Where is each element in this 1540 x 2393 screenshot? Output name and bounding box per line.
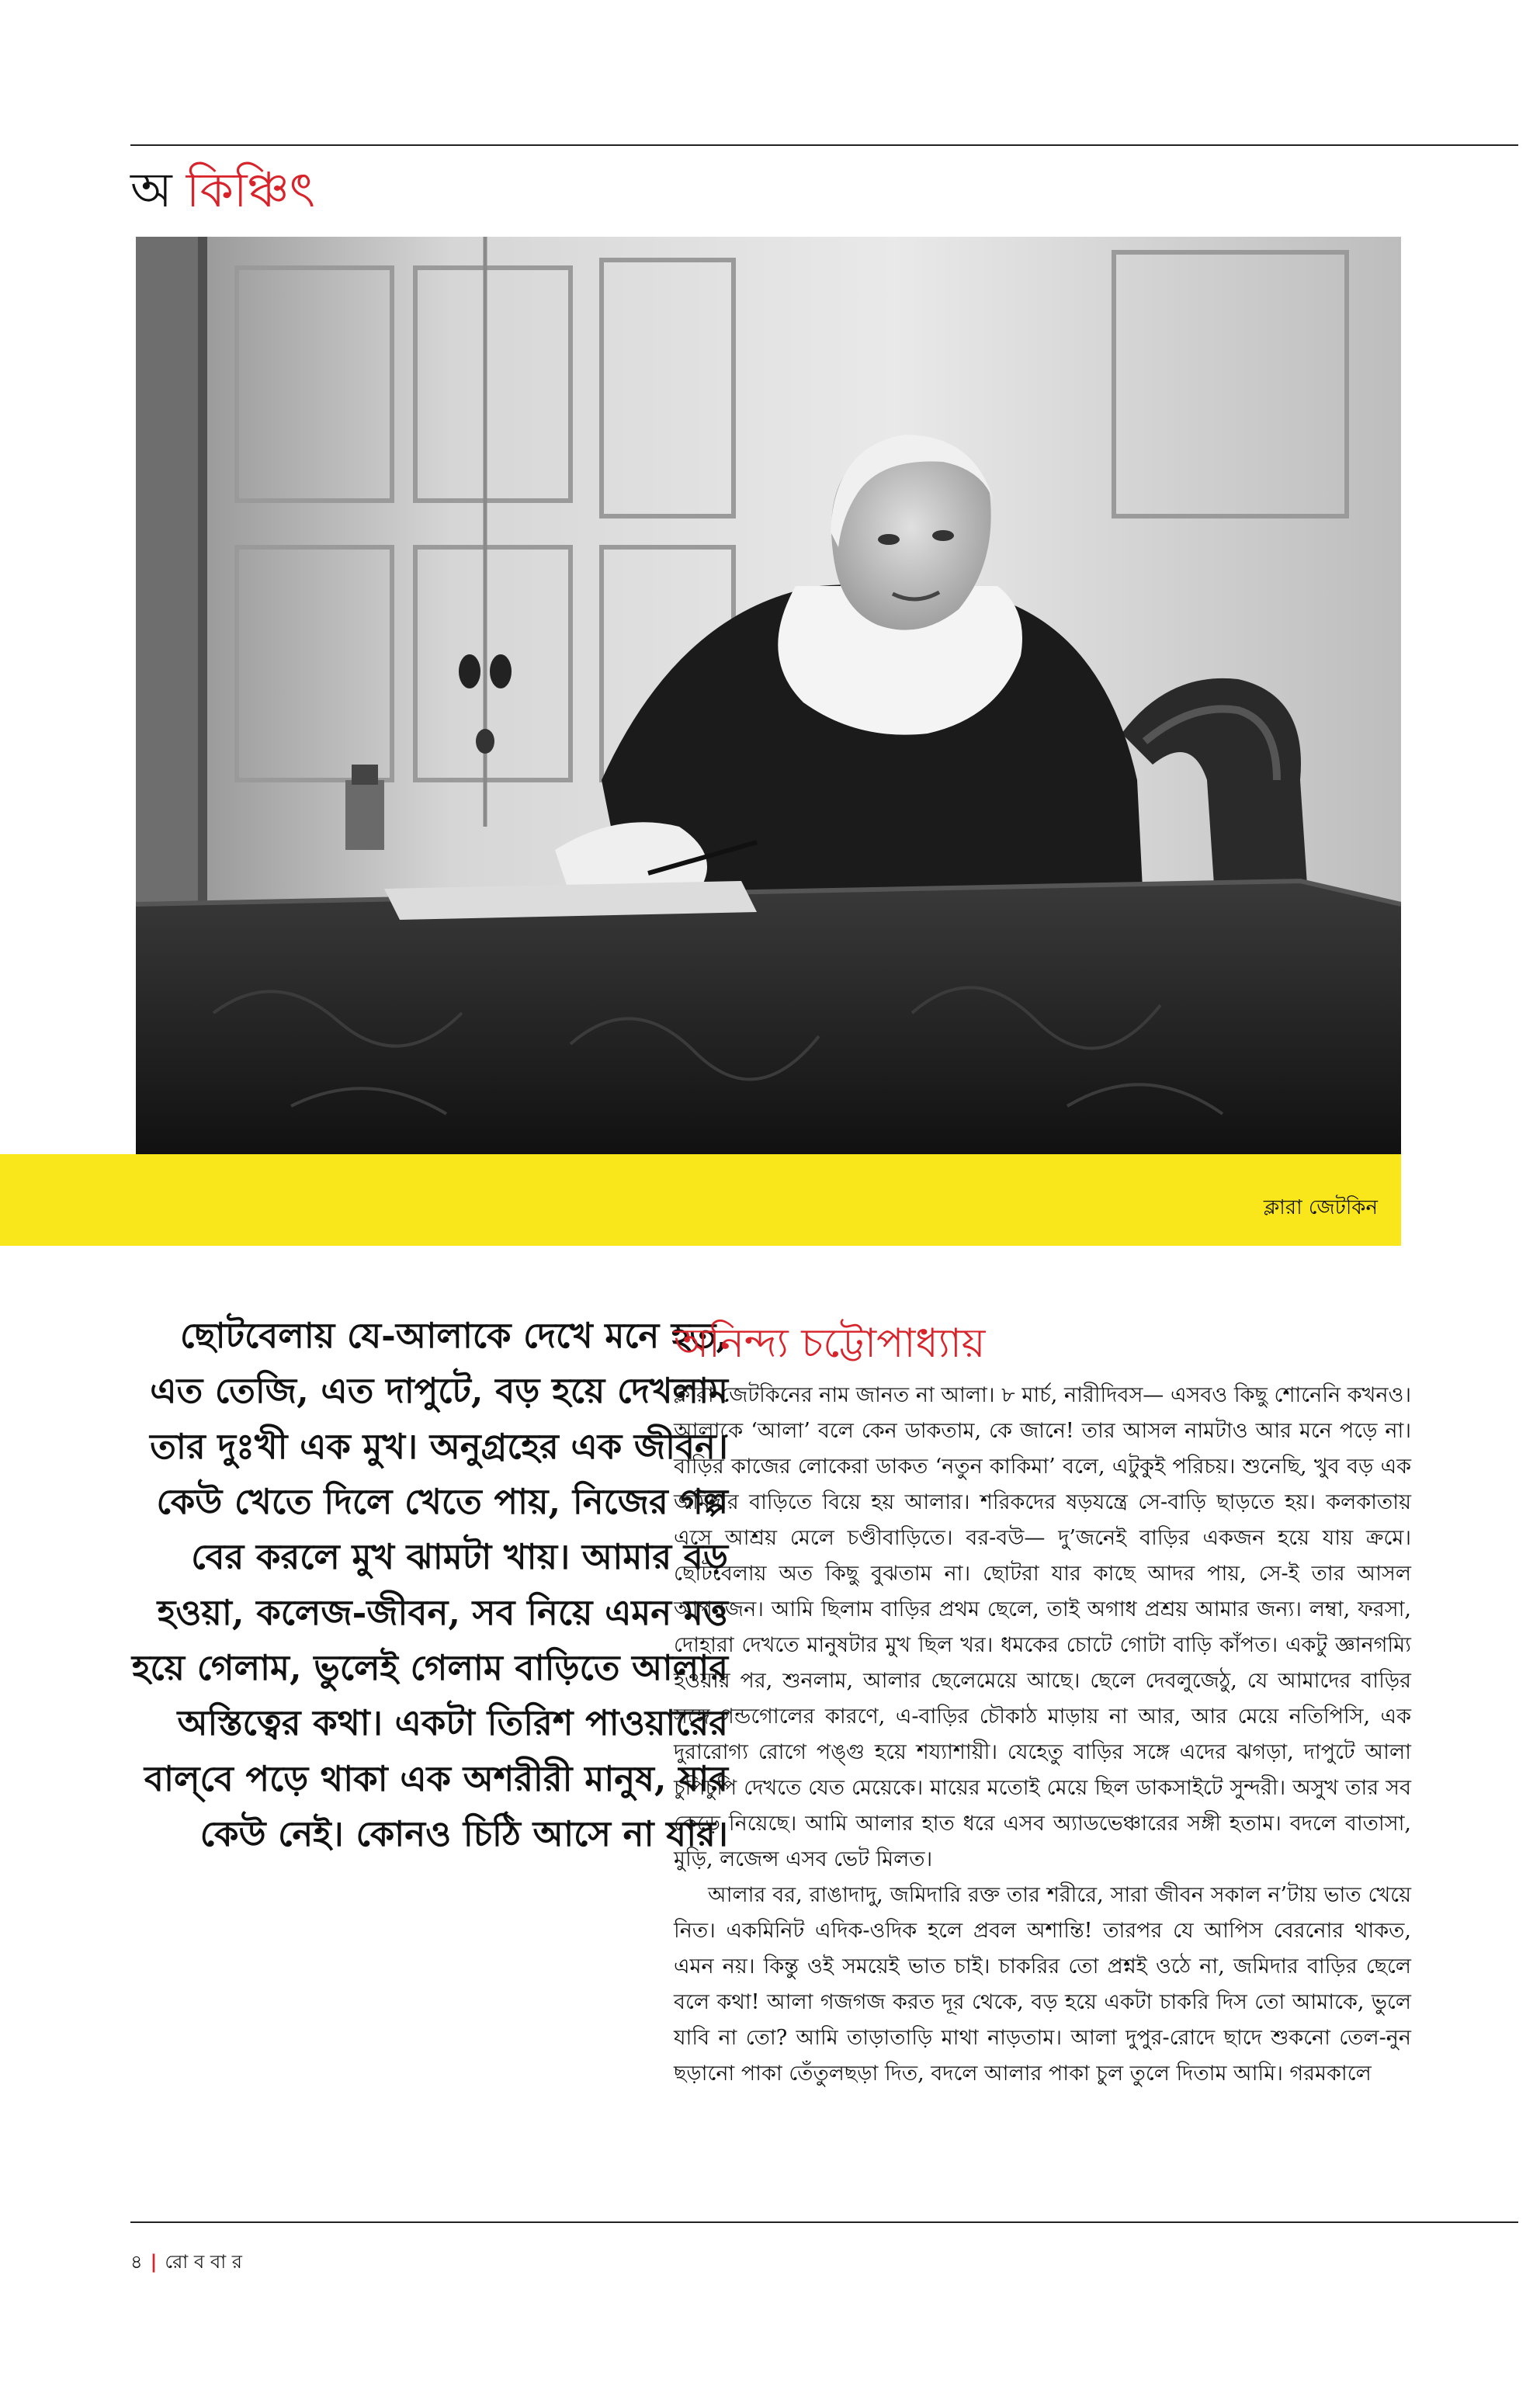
pull-quote: ছোটবেলায় যে-আলাকে দেখে মনে হত, এত তেজি, এত দাপুটে, বড় হয়ে দেখলাম তার দুঃখী এক মুখ। অনুগ্রহের এক জীবন। কেউ খেতে দিলে খেতে পায়, নিজের গল্প বের করলে মুখ ঝামটা খায়। আমার বড় হওয়া, কলেজ-জীবন, সব নিয়ে এমন মত্ত হয়ে গেলাম, ভুলেই গেলাম বাড়িতে আলার অস্তিত্বের কথা। একটা তিরিশ পাওয়ারের বাল্‌বে পড়ে থাকা এক অশরীরী মানুষ, যার কেউ নেই। কোনও চিঠি আসে না যার। (131, 1315, 728, 1854)
section-prefix: অ (130, 161, 172, 218)
photo-caption: ক্লারা জেটকিন (1263, 1196, 1378, 1219)
caption-band (0, 1154, 1401, 1246)
section-title: কিঞ্চিৎ (186, 161, 315, 218)
bottom-rule (130, 2221, 1518, 2223)
article-body (674, 1378, 1411, 2092)
top-rule (130, 144, 1518, 146)
article-paragraph: ক্লারা জেটকিনের নাম জানত না আলা। ৮ মার্চ, নারীদিবস— এসবও কিছু শোনেনি কখনও। আলাকে ‘আলা’ বলে কেন ডাকতাম, কে জানে! তার আসল নামটাও আর মনে পড়ে না। বাড়ির কাজের লোকেরা ডাকত ‘নতুন কাকিমা’ বলে, এটুকুই পরিচয়। শুনেছি, খুব বড় এক জমিদার বাড়িতে বিয়ে হয় আলার। শরিকদের ষড়যন্ত্রে সে-বাড়ি ছাড়তে হয়। কলকাতায় এসে আশ্রয় মেলে চণ্ডীবাড়িতে। বর-বউ— দু’জনেই বাড়ির একজন হয়ে যায় ক্রমে। ছোটবেলায় অত কিছু বুঝতাম না। ছোটরা যার কাছে আদর পায়, সে-ই তার আসল আপনজন। আমি ছিলাম বাড়ির প্রথম ছেলে, তাই অগাধ প্রশ্রয় আমার জন্য। লম্বা, ফরসা, দোহারা দেখতে মানুষটার মুখ ছিল খর। ধমকের চোটে গোটা বাড়ি কাঁপত। একটু জ্ঞানগম্যি হওয়ার পর, শুনলাম, আলার ছেলেমেয়ে আছে। ছেলে দেবলুজেঠু, যে আমাদের বাড়ির সঙ্গে গন্ডগোলের কারণে, এ-বাড়ির চৌকাঠ মাড়ায় না আর, আর মেয়ে নতিপিসি, এক দুরারোগ্য রোগে পঙ্গু হয়ে শয্যাশায়ী। যেহেতু বাড়ির সঙ্গে এদের ঝগড়া, দাপুটে আলা চুপিচুপি দেখতে যেত মেয়েকে। মায়ের মতোই মেয়ে ছিল ডাকসাইটে সুন্দরী। অসুখ তার সব কেড়ে নিয়েছে। আমি আলার হাত ধরে এসব অ্যাডভেঞ্চারের সঙ্গী হতাম। বদলে বাতাসা, মুড়ি, লজেন্স এসব ভেট মিলত। (674, 1383, 1411, 1871)
author-byline: অনিন্দ্য চট্টোপাধ্যায় (674, 1320, 986, 1367)
section-header (130, 161, 315, 218)
article-paragraph: আলার বর, রাঙাদাদু, জমিদারি রক্ত তার শরীরে, সারা জীবন সকাল ন’টায় ভাত খেয়ে নিত। একমিনিট এদিক-ওদিক হলে প্রবল অশান্তি! তারপর যে আপিস বেরনোর থাকত, এমন নয়। কিন্তু ওই সময়েই ভাত চাই। চাকরির তো প্রশ্নই ওঠে না, জমিদার বাড়ির ছেলে বলে কথা! আলা গজগজ করত দূর থেকে, বড় হয়ে একটা চাকরি দিস তো আমাকে, ভুলে যাবি না তো? আমি তাড়াতাড়ি মাথা নাড়তাম। আলা দুপুর-রোদে ছাদে শুকনো তেল-নুন ছড়ানো পাকা তেঁতুলছড়া দিত, বদলে আলার পাকা চুল তুলে দিতাম আমি। গরমকালে (674, 1883, 1411, 2086)
portrait-photo (136, 237, 1401, 1154)
portrait-photo-illustration (136, 237, 1401, 1154)
footer-separator: | (150, 2251, 158, 2273)
page-footer (130, 2248, 242, 2279)
page-number: ৪ (130, 2251, 143, 2273)
magazine-name: রো ব বা র (165, 2251, 243, 2273)
